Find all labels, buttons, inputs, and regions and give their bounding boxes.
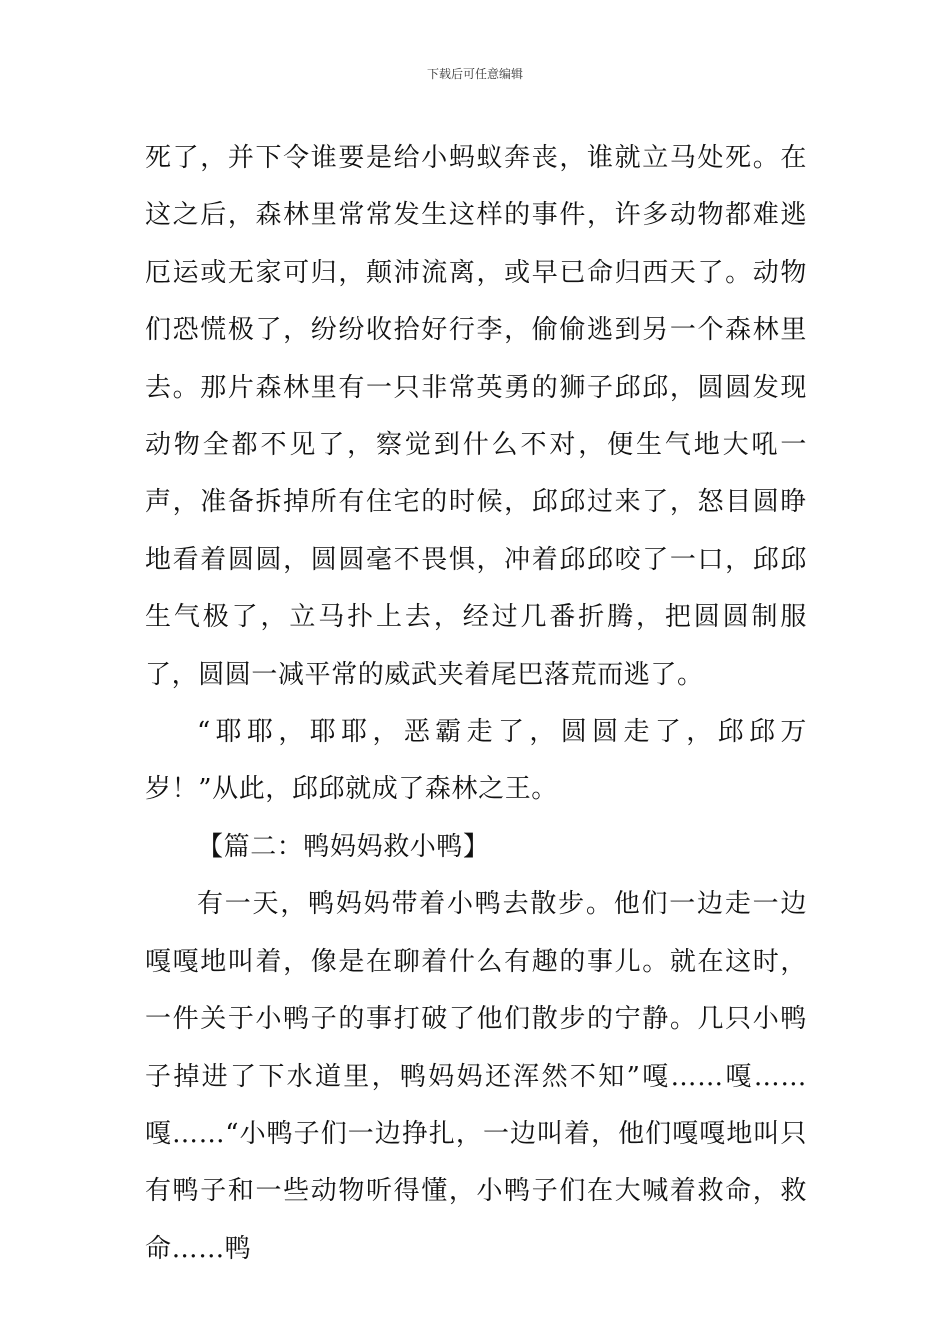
paragraph-duck-story: 有一天，鸭妈妈带着小鸭去散步。他们一边走一边嘎嘎地叫着，像是在聊着什么有趣的事儿。就在这时，一件关于小鸭子的事打破了他们散步的宁静。几只小鸭子掉进了下水道里，鸭妈妈还浑然不知”嘎……嘎……嘎……“小鸭子们一边挣扎，一边叫着，他们嘎嘎地叫只有鸭子和一些动物听得懂，小鸭子们在大喊着救命，救命……鸭 xyxy=(145,889,807,1264)
document-body xyxy=(145,130,807,1278)
paragraph-story-continuation: 死了，并下令谁要是给小蚂蚁奔丧，谁就立马处死。在这之后，森林里常常发生这样的事件，许多动物都难逃厄运或无家可归，颠沛流离，或早已命归西天了。动物们恐慌极了，纷纷收拾好行李，偷偷逃到另一个森林里去。那片森林里有一只非常英勇的狮子邱邱，圆圆发现动物全都不见了，察觉到什么不对，便生气地大吼一声，准备拆掉所有住宅的时候，邱邱过来了，怒目圆睁地看着圆圆，圆圆毫不畏惧，冲着邱邱咬了一口，邱邱生气极了，立马扑上去，经过几番折腾，把圆圆制服了，圆圆一减平常的威武夹着尾巴落荒而逃了。 xyxy=(145,143,807,690)
page-header: 下载后可任意编辑 xyxy=(426,67,523,81)
paragraph-celebration: “耶耶，耶耶，恶霸走了，圆圆走了，邱邱万岁！”从此，邱邱就成了森林之王。 xyxy=(145,717,807,805)
section-heading: 【篇二：鸭妈妈救小鸭】 xyxy=(197,831,490,862)
